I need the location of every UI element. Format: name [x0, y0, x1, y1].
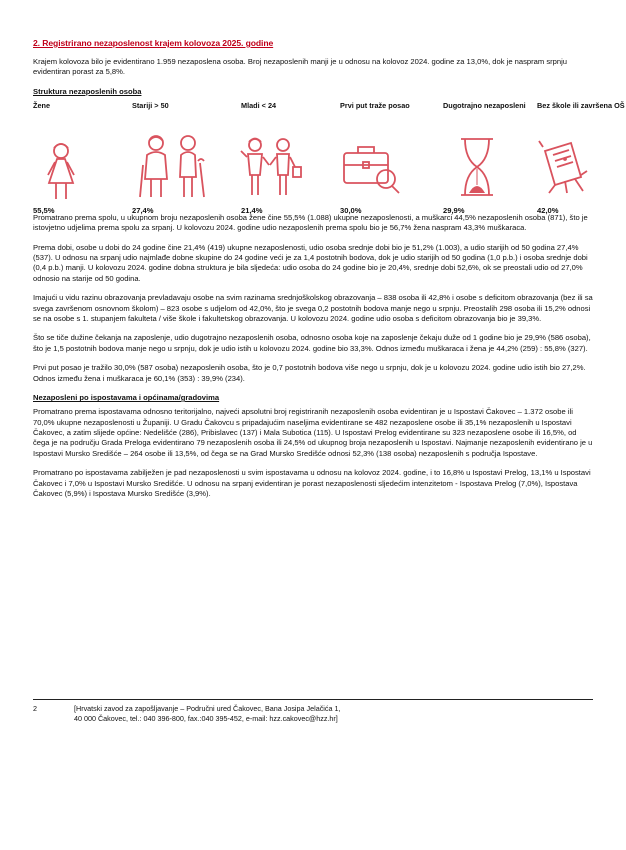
structure-elderly	[132, 100, 220, 215]
page-content	[33, 38, 625, 508]
structure-percent: 27,4%	[132, 205, 154, 215]
education-paragraph: Imajući u vidu razinu obrazovanja prevladavaju osobe na svim razinama srednjoškolskog obrazovanja – 838 osoba ili 42,8% i osobe s deficitom obrazovanja (bez ili sa svega završenom osnovnom školom) – 823 osobe s udjelom od 42,0%, što je svega 0,2 postotnih bodova manje nego u srpnju. Preostalih 298 osoba ili 15,2% odnosi se na osobe s 1. stupanjem fakulteta / više škole i fakultetskog obrazovanja. U kolovozu 2024. godine udio osoba s deficitom obrazovanja bio je 39,3%.	[33, 293, 593, 324]
footer-line-2: 40 000 Čakovec, tel.: 040 396-800, fax.:040 395-452, e-mail: hzz.cakovec@hzz.hr]	[74, 714, 338, 723]
structure-label: Bez škole ili završena OŠ	[537, 100, 625, 110]
intro-paragraph: Krajem kolovoza bilo je evidentirano 1.959 nezaposlena osoba. Broj nezaposlenih manji je u odnosu na kolovoz 2024. godine za 13,0%, dok je naspram srpnju evidentiran porast za 5,8%.	[33, 57, 568, 77]
decline-paragraph: Promatrano po ispostavama zabilježen je pad nezaposlenosti u svim ispostavama u odnosu na kolovoz 2024. godine, i to 16,8% u Ispostavi Prelog, 13,1% u Ispostavi Čakovec i 7,0% u Ispostavi Mursko Središće. U odnosu na srpanj evidentiran je porast nezaposlenosti sljedećim intenzitetom - Ispostava Prelog (7,0%), Ispostava Čakovec (5,9%) i Ispostava Mursko Središće (3,9%).	[33, 468, 591, 498]
woman-icon	[33, 141, 121, 201]
territorial-paragraph: Promatrano prema ispostavama odnosno teritorijalno, najveći apsolutni broj registriranih nezaposlenih osoba evidentiran je u Ispostavi Čakovec – 1.372 osobe ili 70,0% ukupne nezaposlenosti u Županiji. U Gradu Čakovcu s pripadajućim naseljima evidentirane se 482 nezaposlene osobe ili 35,1% nezaposlenih u Ispostavi Čakovec, a zatim slijede općine: Nedelišće (286), Pribislavec (137) i Mala Subotica (115). U Ispostavi Prelog evidentirane su 323 nezaposlene osobe ili 16,5%, od čega je na području Grada Preloga evidentirano 79 nezaposlenih osoba ili 24,5% od ukupnog broja nezaposlenih u Ispostavi. Najmanje nezaposlenih evidentirano je u Ispostavi Mursko Središće – 264 osobe ili 13,5%, od čega se na Grad Mursko Središće odnosi 52,3% (138 osoba) nezaposlenih s područja Ispostave.	[33, 407, 593, 458]
young-people-icon	[241, 131, 329, 191]
structure-percent: 55,5%	[33, 205, 55, 215]
structure-heading: Struktura nezaposlenih osoba	[33, 86, 142, 96]
first-job-paragraph: Prvi put posao je tražilo 30,0% (587 osoba) nezaposlenih osoba, što je 0,7 postotnih bodova više nego u srpnju, dok je u kolovozu 2024. godine udio istih bio 27,2%. Odnos između žena i muškaraca je 60,1% (353) : 39,9% (234).	[33, 363, 586, 383]
hourglass-icon	[443, 131, 531, 191]
structure-label: Stariji > 50	[132, 100, 169, 110]
structure-label: Prvi put traže posao	[340, 100, 410, 110]
structure-percent: 42,0%	[537, 205, 559, 215]
duration-paragraph: Što se tiče dužine čekanja na zaposlenje, udio dugotrajno nezaposlenih osoba, odnosno osoba koje na zaposlenje čekaju duže od 1 godine bio je 29,9% (586 osoba), što je 1,5 postotnih bodova manje nego u srpnju, dok je udio istih u kolovozu 2024. godine bio 33,3%. Odnos između muškaraca i žena je 44,2% (259) : 55,8% (327).	[33, 333, 591, 353]
briefcase-icon	[340, 131, 428, 191]
structure-percent: 30,0%	[340, 205, 362, 215]
footer-address	[74, 704, 340, 724]
elderly-couple-icon	[132, 131, 220, 191]
structure-no-school	[537, 100, 625, 215]
footer-line-1: [Hrvatski zavod za zapošljavanje – Područni ured Čakovec, Bana Josipa Jelačića 1,	[74, 704, 341, 713]
territorial-heading: Nezaposleni po ispostavama i općinama/gradovima	[33, 393, 220, 403]
page-number: 2	[33, 704, 37, 713]
structure-percent: 29,9%	[443, 205, 465, 215]
structure-label: Dugotrajno nezaposleni	[443, 100, 526, 110]
structure-long-term	[443, 100, 531, 215]
footer-divider	[33, 699, 593, 700]
book-icon	[537, 131, 625, 191]
structure-percent: 21,4%	[241, 205, 263, 215]
structure-youth	[241, 100, 329, 215]
section-title: 2. Registrirano nezaposlenost krajem kolovoza 2025. godine	[33, 38, 274, 48]
structure-label: Žene	[33, 100, 51, 110]
structure-first-job	[340, 100, 428, 215]
structure-label: Mladi < 24	[241, 100, 277, 110]
structure-women	[33, 100, 121, 215]
gender-paragraph: Promatrano prema spolu, u ukupnom broju nezaposlenih osoba žene čine 55,5% (1.088) ukupne nezaposlenosti, a muškarci 44,5% nezaposlenih osoba (871), što je istovjetno udjelima prema spolu za srpanj. U kolovozu 2024. godine udio nezaposlenih prema spolu bio je 56,7% žena naspram 43,3% muškaraca.	[33, 212, 588, 233]
age-paragraph: Prema dobi, osobe u dobi do 24 godine čine 21,4% (419) ukupne nezaposlenosti, udio osoba srednje dobi bio je 51,2% (1.003), a udio starijih od 50 godina 27,4% (537). U odnosu na srpanj udio najmlađe dobne skupine do 24 godine veći je za 1,4 postotnih bodova, dok je udio starijih od 50 godina (1,0 p.b.) i osoba srednje dobi (0,4 p.b.) manji. U kolovozu 2024. godine dobna struktura je bila sljedeća: udio osoba do 24 godine bio je 20,4%, srednje dobi 52,6%, ok se preostali udio od 27,0% odnosio na starije od 50 godina.	[33, 242, 588, 283]
structure-infographic	[33, 100, 625, 215]
